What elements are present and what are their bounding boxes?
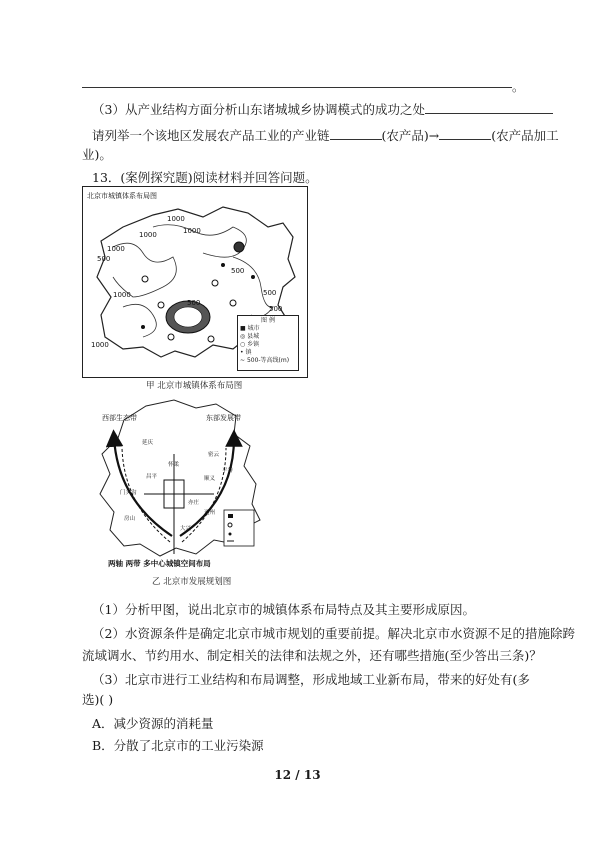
svg-text:延庆: 延庆: [142, 440, 154, 446]
legend-item-county: ◎ 县城: [240, 333, 260, 340]
svg-text:密云: 密云: [208, 452, 220, 458]
svg-text:500: 500: [187, 299, 201, 307]
figure-b-caption: 乙 北京市发展规划图: [152, 577, 232, 587]
legend-title: 图 例: [261, 317, 275, 324]
question-13-2-line1: （2）水资源条件是确定北京市城市规划的重要前提。解决北京市水资源不足的措施除跨: [92, 626, 575, 641]
svg-text:房山: 房山: [124, 516, 136, 522]
figure-a-title: 北京市城镇体系布局图: [87, 192, 157, 200]
question-3-shandong: （3）从产业结构方面分析山东诸城城乡协调模式的成功之处: [92, 101, 553, 118]
figure-a-caption: 甲 北京市城镇体系布局图: [146, 381, 243, 391]
answer-blank-product[interactable]: [330, 127, 382, 140]
legend-item-city: ■ 城市: [240, 325, 260, 332]
svg-text:平谷: 平谷: [222, 468, 234, 474]
answer-blank[interactable]: [425, 101, 553, 114]
west-belt-label: 西部生态带: [102, 414, 137, 422]
figure-a-map: [82, 186, 308, 378]
svg-text:500: 500: [269, 305, 283, 313]
svg-text:顺义: 顺义: [204, 476, 216, 482]
figure-b-map-svg: [84, 394, 270, 574]
line-end-period: 。: [512, 80, 525, 94]
industry-chain-line-end: 业)。: [82, 147, 112, 162]
svg-text:500: 500: [97, 255, 111, 263]
svg-text:亦庄: 亦庄: [188, 500, 200, 506]
legend-item-township: ○ 乡镇: [240, 341, 260, 348]
answer-blank-line: [82, 87, 512, 88]
svg-text:大兴: 大兴: [180, 526, 192, 532]
figure-a-legend: [237, 315, 299, 371]
question-13-3-line2: 选)( ): [82, 692, 114, 707]
question-13-1: （1）分析甲图，说出北京市的城镇体系布局特点及其主要形成原因。: [92, 602, 475, 617]
industry-chain-line: 请列举一个该地区发展农产品工业的产业链 (农产品)→ (农产品加工: [92, 128, 559, 143]
svg-text:昌平: 昌平: [146, 474, 158, 480]
svg-text:1000: 1000: [113, 291, 131, 299]
option-a[interactable]: A．减少资源的消耗量: [92, 716, 214, 731]
svg-text:500: 500: [231, 267, 245, 275]
svg-text:怀柔: 怀柔: [168, 462, 180, 468]
question-13-3-line1: （3）北京市进行工业结构和布局调整，形成地域工业新布局，带来的好处有(多: [92, 672, 530, 687]
contour-500-east: [233, 257, 273, 317]
option-b[interactable]: B．分散了北京市的工业污染源: [92, 738, 264, 753]
legend-item-contour: ~ 500-等高线(m): [240, 357, 290, 364]
svg-text:1000: 1000: [107, 245, 125, 253]
svg-text:1000: 1000: [167, 215, 185, 223]
question-13-2-line2: 流域调水、节约用水、制定相关的法律和法规之外，还有哪些措施(至少答出三条)？: [82, 648, 542, 663]
legend-item-town: • 镇: [240, 349, 252, 356]
svg-text:1000: 1000: [139, 231, 157, 239]
svg-text:500: 500: [263, 289, 277, 297]
svg-text:1000: 1000: [91, 341, 109, 349]
page-number: 12 / 13: [274, 768, 321, 782]
figure-b-map: [84, 394, 270, 574]
contour-500-south: [123, 304, 156, 337]
east-belt-label: 东部发展带: [206, 414, 241, 422]
svg-text:1000: 1000: [183, 227, 201, 235]
question-13-title: 13．(案例探究题)阅读材料并回答问题。: [92, 170, 318, 185]
svg-text:通州: 通州: [204, 510, 216, 516]
svg-text:门头沟: 门头沟: [120, 490, 137, 496]
answer-blank-processed[interactable]: [439, 127, 491, 140]
west-arrow: [114, 438, 172, 536]
two-axes-label: 两轴 两带 多中心城镇空间布局: [108, 559, 211, 568]
